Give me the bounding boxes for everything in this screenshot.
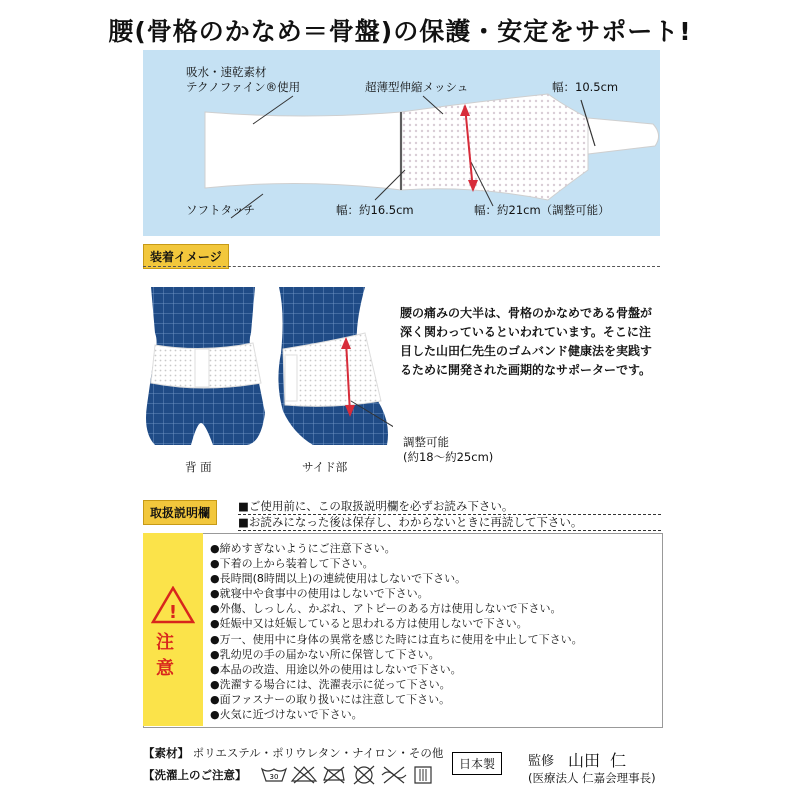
mannequin-illustration [143, 283, 393, 468]
caution-title-1: 注 [156, 632, 174, 653]
manual-note-2: ■お読みになった後は保存し、わからないときに再読して下さい。 [238, 514, 661, 531]
caution-item: ●火気に近づけないで下さい。 [210, 708, 363, 722]
label-material-2: テクノファイン®使用 [186, 80, 301, 94]
supervisor-name: 山田 仁 [568, 751, 627, 770]
no-dry-clean-icon [354, 766, 374, 784]
wash-30-icon [262, 769, 286, 781]
side-belt-strap [285, 355, 297, 401]
label-width-end: 幅：10.5cm [552, 80, 619, 94]
caution-item: ●長時間(8時間以上)の連続使用はしないで下さい。 [210, 572, 467, 586]
headline: 腰(骨格のかなめ＝骨盤)の保護・安定をサポート! [108, 17, 692, 46]
manual-note-1: ■ご使用前に、この取扱説明欄を必ずお読み下さい。 [238, 498, 661, 515]
caution-item: ●洗濯する場合には、洗濯表示に従って下さい。 [210, 677, 451, 691]
supervisor-title: (医療法人 仁嘉会理事長) [528, 771, 656, 785]
no-wring-icon [382, 767, 406, 783]
belt-mesh [401, 94, 588, 200]
warning-symbol: ! [168, 602, 178, 623]
svg-text:30: 30 [269, 773, 279, 781]
side-caption: サイド部 [302, 460, 348, 474]
description-text: 腰の痛みの大半は、骨格のかなめである骨盤が深く関わっているといわれています。そこに注目した山田仁先生のゴムバンド健康法を実践するために開発された画期的なサポーターです。 [400, 306, 653, 377]
no-iron-icon [324, 767, 344, 783]
caution-item: ●乳幼児の手の届かない所に保管して下さい。 [210, 647, 440, 661]
drip-dry-icon [412, 763, 434, 785]
made-in-badge: 日本製 [452, 752, 502, 775]
label-width-side: 幅：約21cm（調整可能） [474, 203, 610, 217]
adjust-label-1: 調整可能 [403, 435, 449, 449]
caution-item: ●面ファスナーの取り扱いには注意して下さい。 [210, 692, 451, 706]
wearing-tag: 装着イメージ [143, 244, 229, 269]
warning-icon [151, 586, 195, 624]
caution-item: ●本品の改造、用途以外の使用はしないで下さい。 [210, 662, 462, 676]
laundry-symbols [260, 763, 420, 785]
adjust-label-2: (約18～約25cm) [403, 450, 494, 464]
belt-end-strap [588, 118, 659, 154]
back-belt-center [195, 349, 209, 387]
no-bleach-icon [292, 767, 316, 783]
caution-item: ●下着の上から装着して下さい。 [210, 557, 374, 571]
caution-item: ●万一、使用中に身体の異常を感じた時には直ちに使用を中止して下さい。 [210, 632, 583, 646]
label-mesh: 超薄型伸縮メッシュ [365, 80, 469, 94]
back-caption: 背 面 [185, 460, 212, 474]
caution-title-2: 意 [156, 658, 174, 679]
material-value: ポリエステル・ポリウレタン・ナイロン・その他 [192, 746, 444, 760]
label-material-1: 吸水・速乾素材 [186, 65, 267, 79]
caution-item: ●外傷、しっしん、かぶれ、アトピーのある方は使用しないで下さい。 [210, 602, 562, 616]
manual-tag: 取扱説明欄 [143, 500, 217, 525]
wearing-divider [143, 266, 660, 267]
label-width-mid: 幅：約16.5cm [336, 203, 414, 217]
material-label: 【素材】 [143, 746, 189, 760]
caution-list [210, 541, 583, 722]
label-soft: ソフトタッチ [186, 203, 255, 217]
caution-item: ●就寝中や食事中の使用はしないで下さい。 [210, 587, 429, 601]
belt-body [205, 112, 401, 190]
caution-item: ●締めすぎないようにご注意下さい。 [210, 542, 396, 555]
supervisor-label: 監修 [528, 754, 555, 769]
caution-item: ●妊娠中又は妊娠していると思われる方は使用しないで下さい。 [210, 617, 528, 631]
wash-label: 【洗濯上のご注意】 [143, 768, 247, 782]
